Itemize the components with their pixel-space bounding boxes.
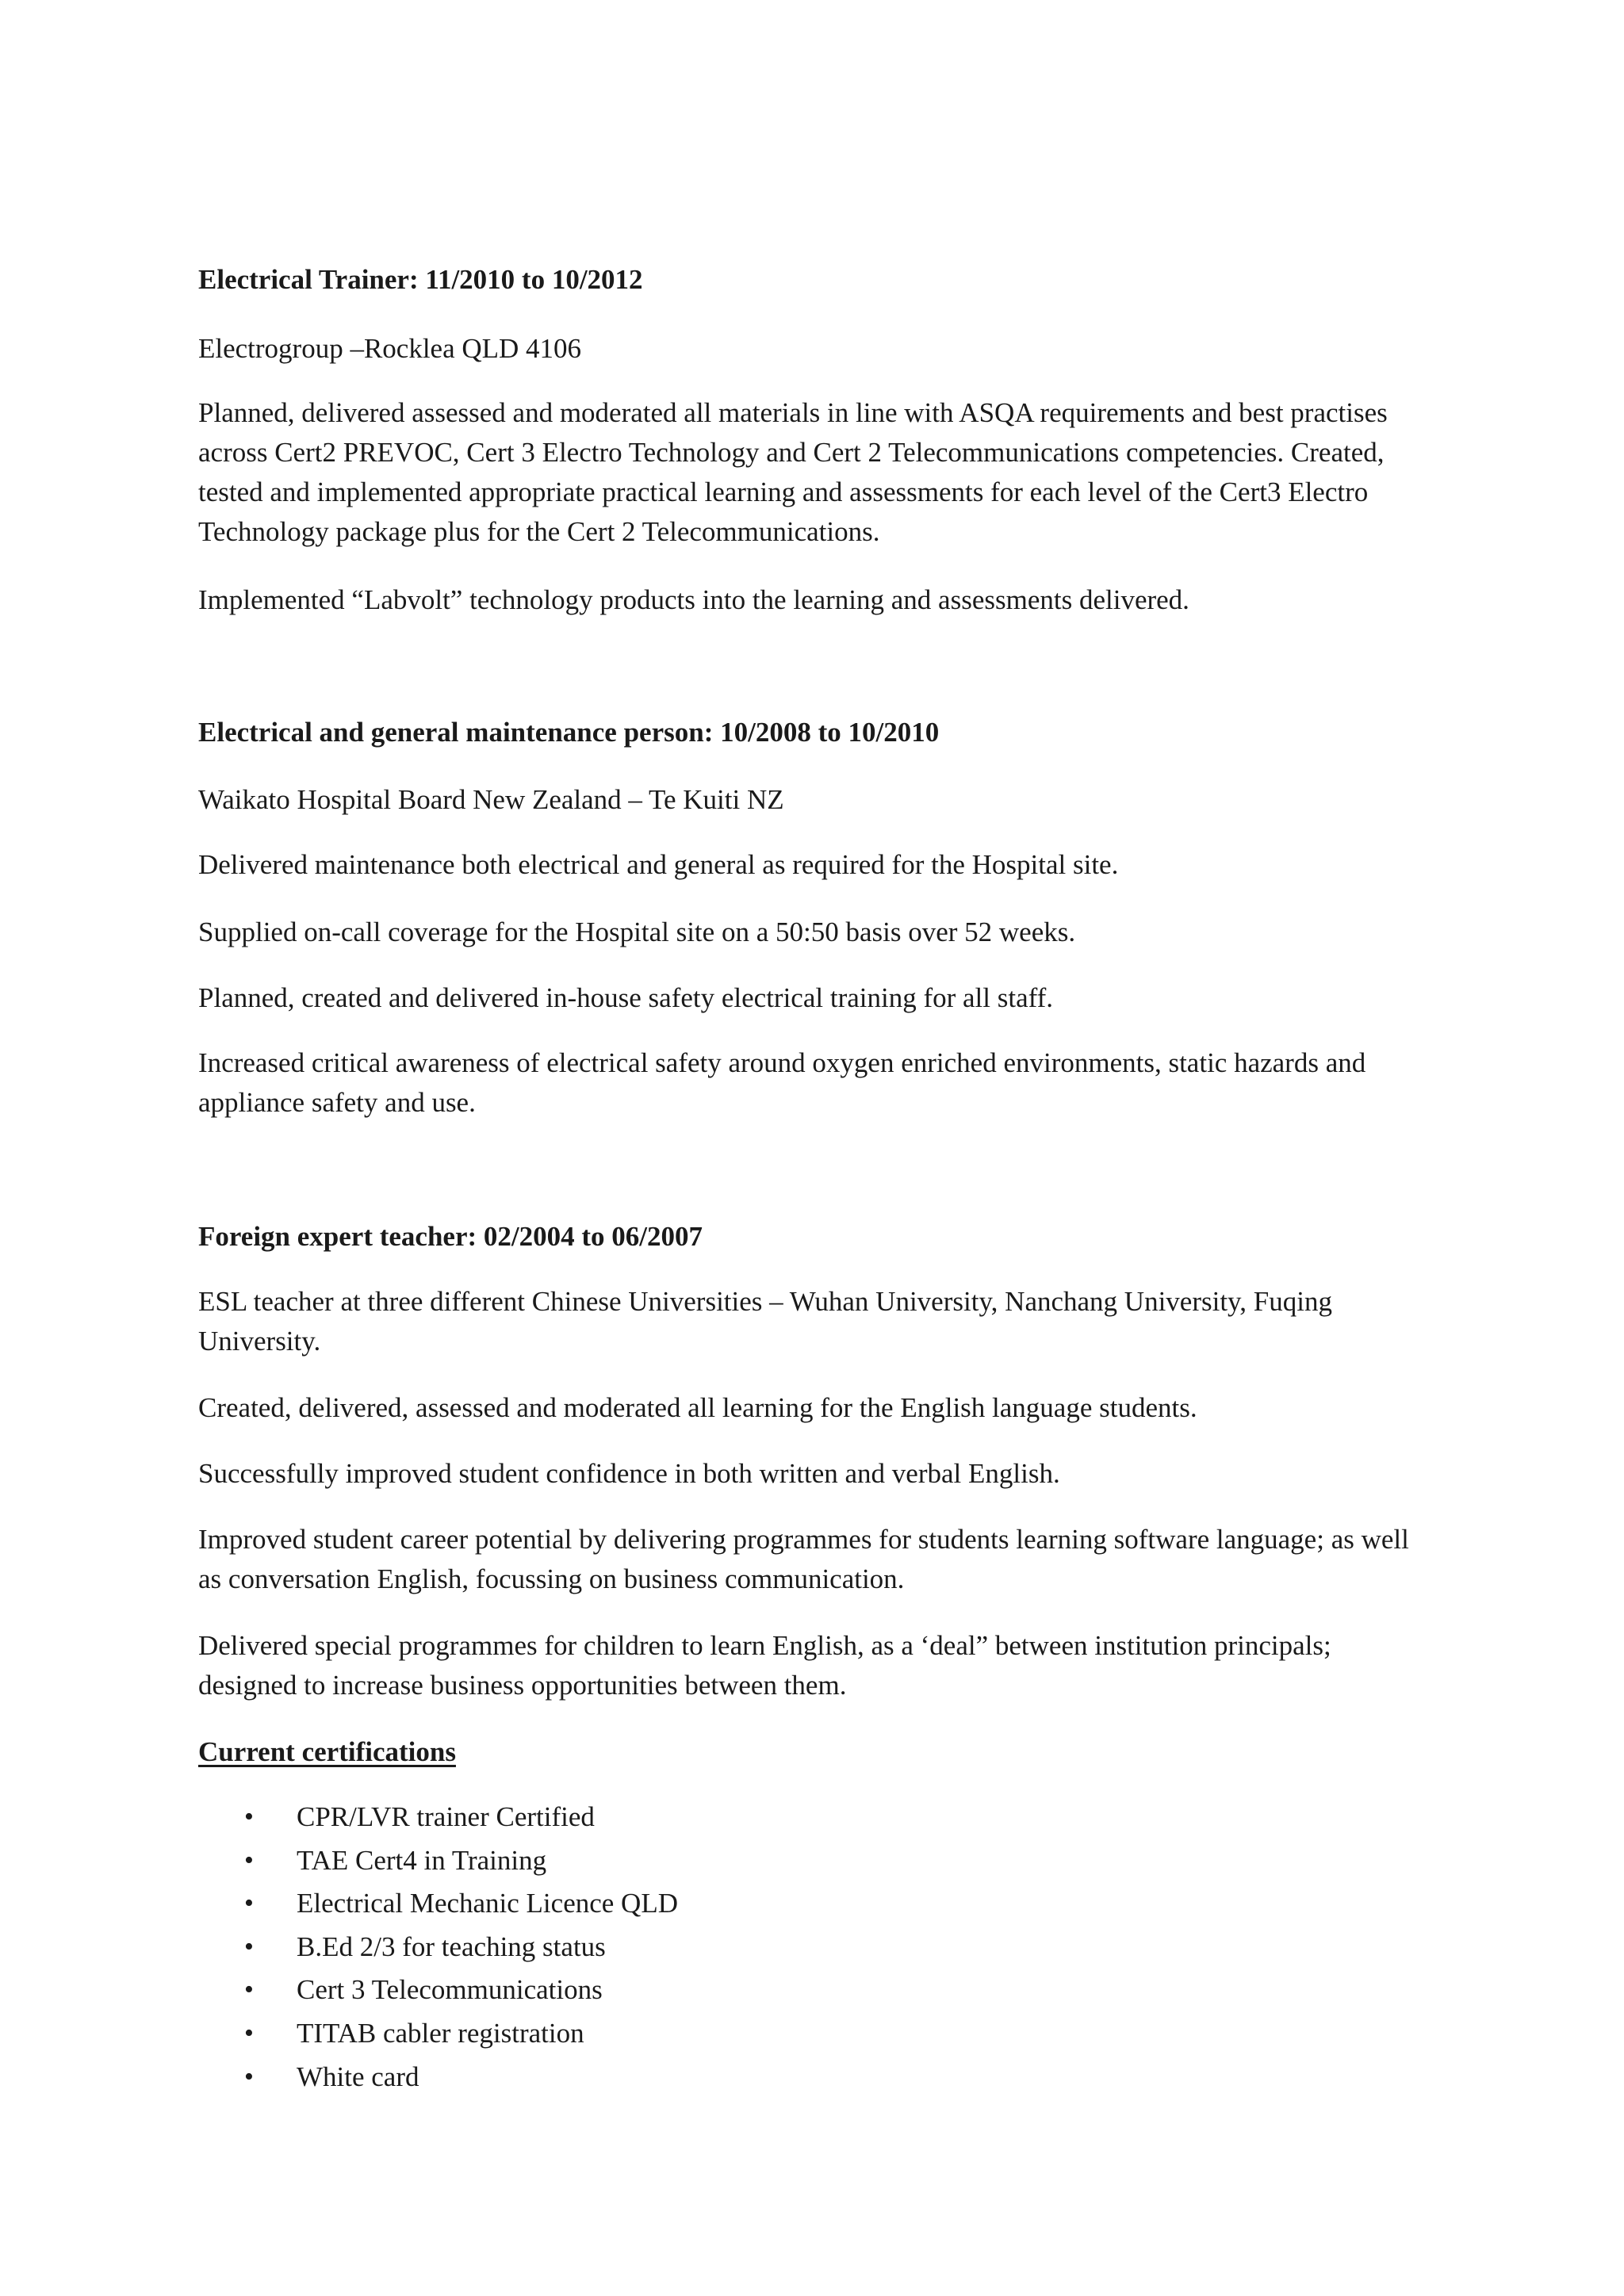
job-description: Delivered maintenance both electrical and general as required for the Hospital site.	[198, 849, 1119, 880]
certification-label: Cert 3 Telecommunications	[297, 1974, 603, 2006]
job-description: Implemented “Labvolt” technology products into the learning and assessments delivered.	[198, 584, 1189, 615]
job-employer: Waikato Hospital Board New Zealand – Te Kuiti NZ	[198, 784, 784, 815]
list-item	[198, 1882, 1308, 1926]
job-employer: ESL teacher at three different Chinese Universities – Wuhan University, Nanchang University, Fuqing University.	[198, 1286, 1332, 1357]
bullet-icon: •	[244, 2018, 254, 2048]
job-description: Delivered special programmes for children to learn English, as a ‘deal” between institution principals; designed to increase business opportunities between them.	[198, 1630, 1331, 1701]
certification-label: CPR/LVR trainer Certified	[297, 1801, 595, 1832]
job-description: Increased critical awareness of electrical safety around oxygen enriched environments, static hazards and appliance safety and use.	[198, 1047, 1366, 1118]
job-description: Successfully improved student confidence in both written and verbal English.	[198, 1458, 1060, 1489]
bullet-icon: •	[244, 1931, 254, 1961]
job-description: Improved student career potential by delivering programmes for students learning software language; as well as conversation English, focussing on business communication.	[198, 1524, 1409, 1594]
certifications-heading: Current certifications	[198, 1736, 456, 1767]
job-employer: Electrogroup –Rocklea QLD 4106	[198, 333, 582, 364]
bullet-icon: •	[244, 1845, 254, 1875]
bullet-icon: •	[244, 1888, 254, 1919]
job-description: Supplied on-call coverage for the Hospital site on a 50:50 basis over 52 weeks.	[198, 916, 1076, 947]
job-description: Created, delivered, assessed and moderated all learning for the English language students.	[198, 1392, 1197, 1423]
list-item	[198, 1796, 1308, 1839]
job-title-foreign-expert-teacher: Foreign expert teacher: 02/2004 to 06/2007	[198, 1221, 703, 1252]
list-item	[198, 2056, 1308, 2099]
certifications-list	[198, 1796, 1308, 2099]
bullet-icon: •	[244, 1975, 254, 2005]
certification-label: Electrical Mechanic Licence QLD	[297, 1888, 678, 1919]
certification-label: TITAB cabler registration	[297, 2017, 584, 2049]
job-description: Planned, created and delivered in-house safety electrical training for all staff.	[198, 982, 1054, 1013]
certification-label: White card	[297, 2061, 419, 2092]
list-item	[198, 1839, 1308, 1883]
bullet-icon: •	[244, 1802, 254, 1831]
bullet-icon: •	[244, 2061, 254, 2091]
job-title-maintenance-person: Electrical and general maintenance person: 10/2008 to 10/2010	[198, 717, 940, 748]
job-description: Planned, delivered assessed and moderated all materials in line with ASQA requirements and best practises across Cert2 PREVOC, Cert 3 Electro Technology and Cert 2 Telecommunications competencies. Created, tested and implemented appropriate practical learning and assessments for each level of the Cert3 Electro Technology package plus for the Cert 2 Telecommunications.	[198, 397, 1388, 547]
list-item	[198, 1969, 1308, 2012]
certification-label: B.Ed 2/3 for teaching status	[297, 1931, 606, 1962]
list-item	[198, 2012, 1308, 2056]
certification-label: TAE Cert4 in Training	[297, 1844, 547, 1876]
job-title-electrical-trainer: Electrical Trainer: 11/2010 to 10/2012	[198, 264, 643, 295]
list-item	[198, 1926, 1308, 1969]
